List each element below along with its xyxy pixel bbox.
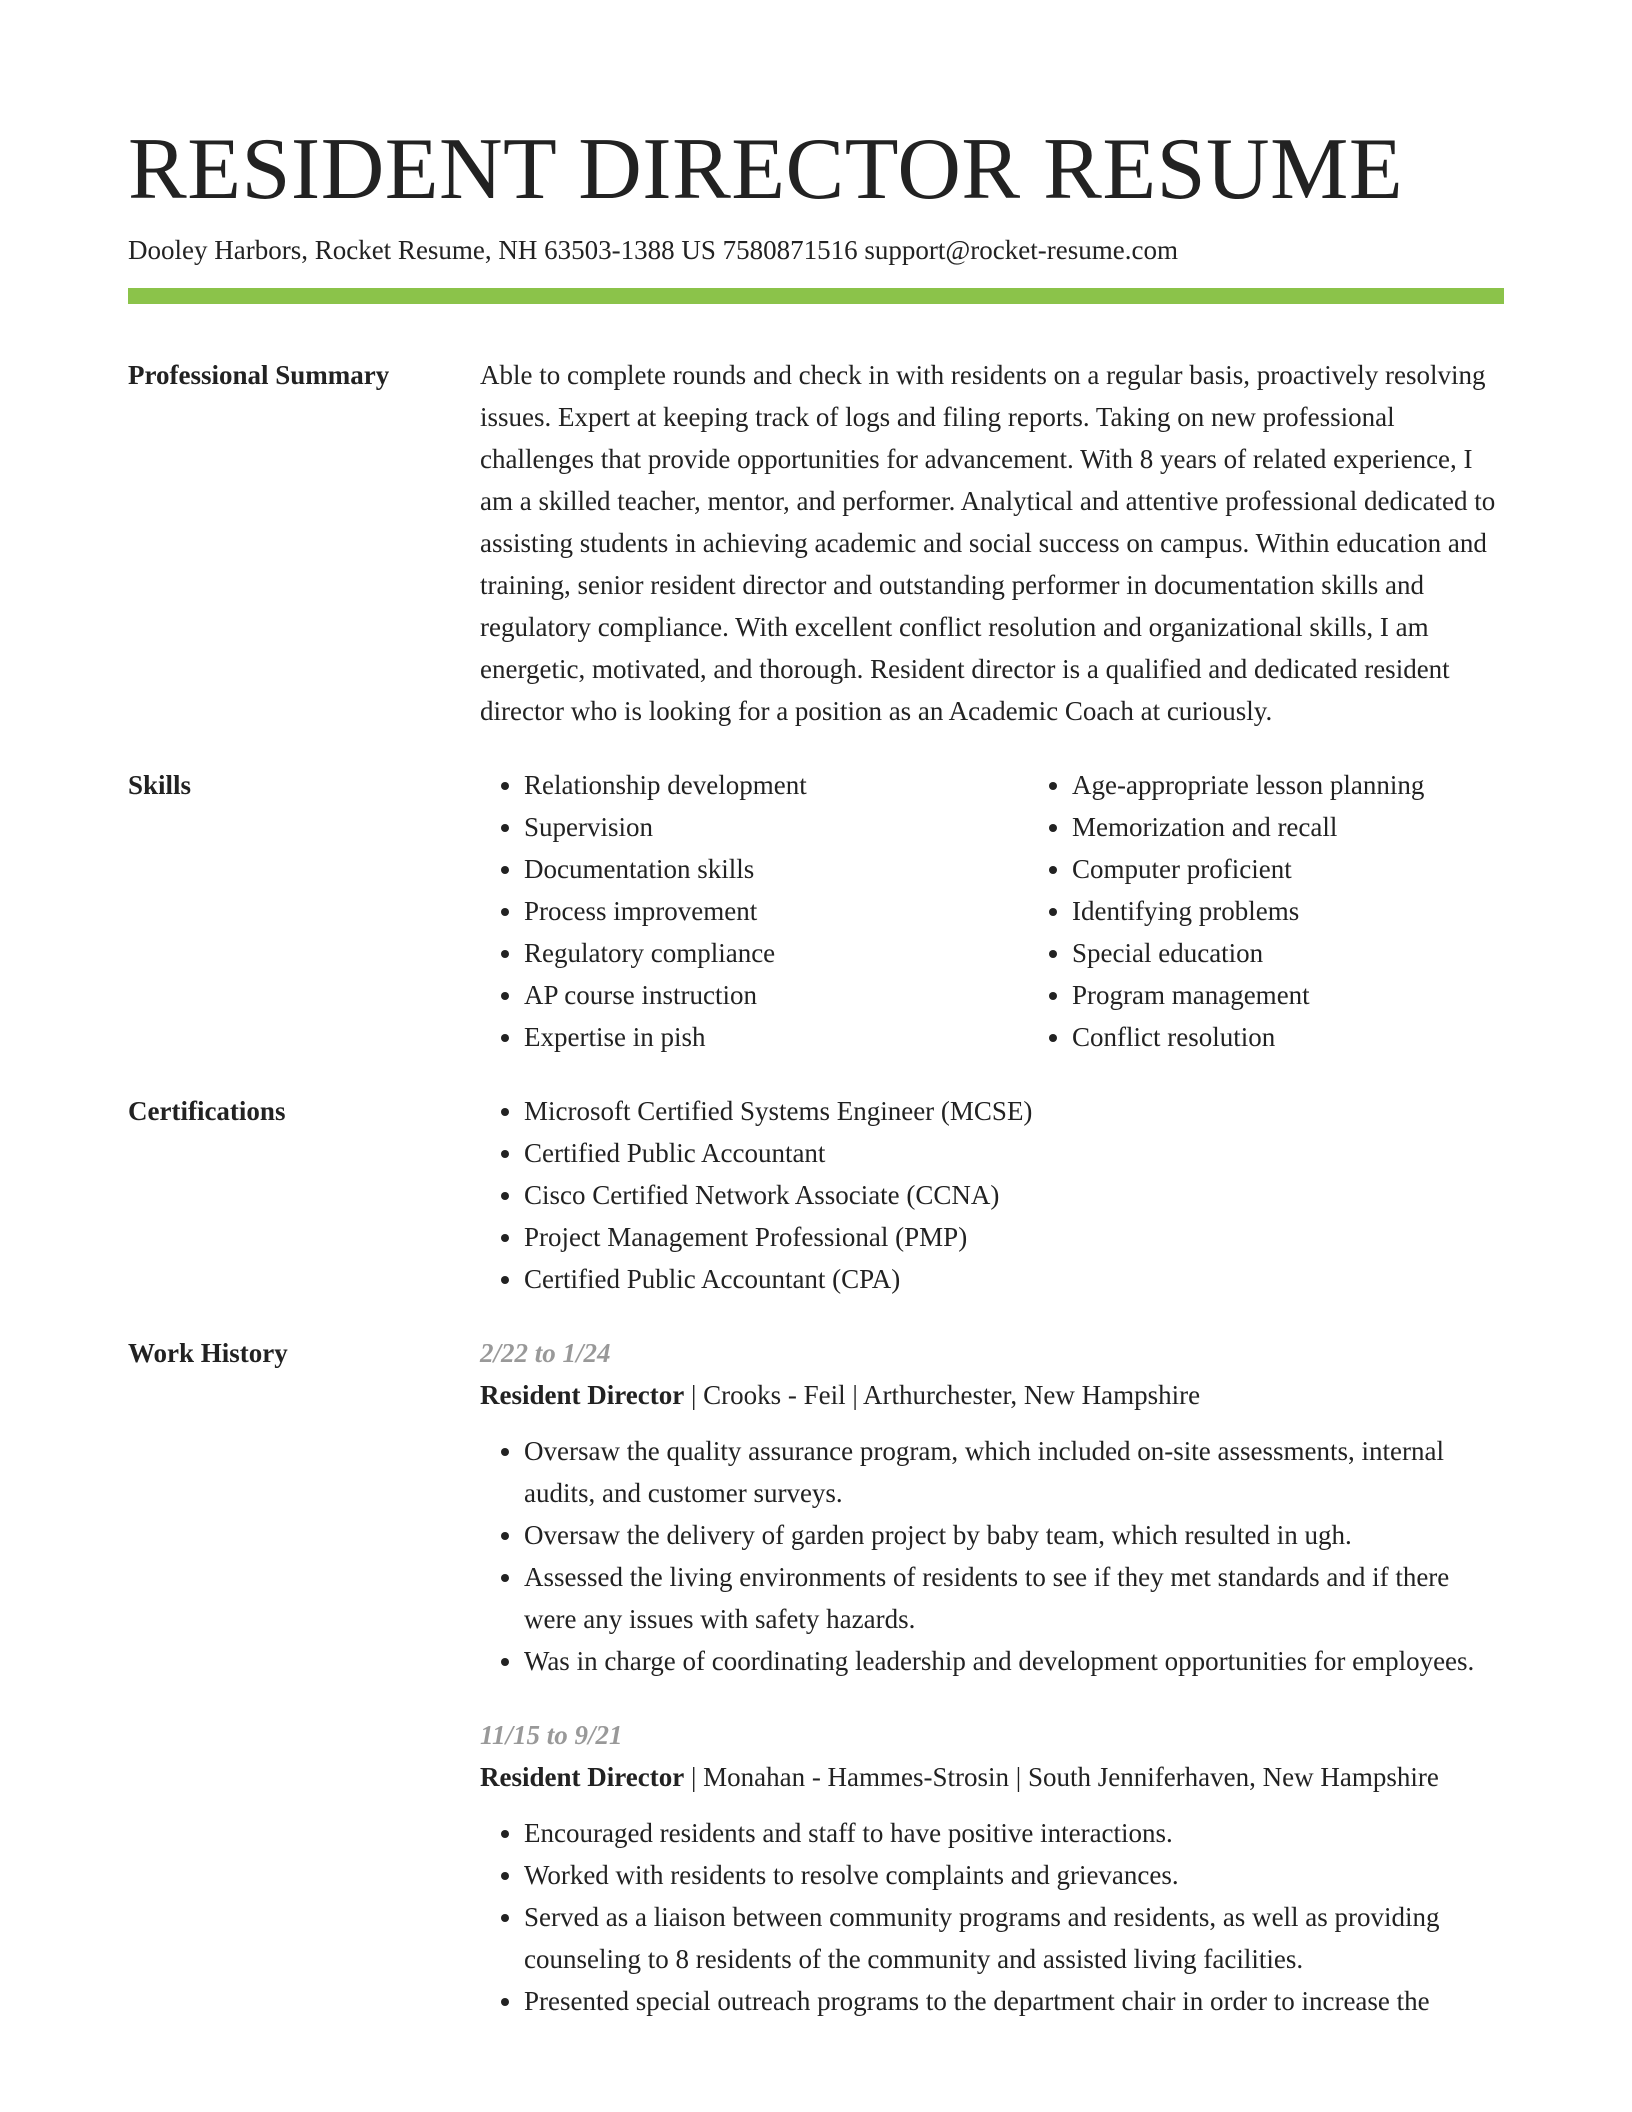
skills-section — [128, 764, 1504, 1058]
skills-list-left — [480, 764, 1028, 1058]
resume-page — [128, 120, 1504, 2022]
job-dates: 2/22 to 1/24 — [480, 1338, 611, 1368]
certifications-heading: Certifications — [128, 1096, 286, 1126]
job-employer-location: | Monahan - Hammes-Strosin | South Jenniferhaven, New Hampshire — [684, 1762, 1439, 1792]
job-bullet: • Served as a liaison between community programs and residents, as well as providing counseling to 8 residents of the community and assisted living facilities. — [524, 1896, 1504, 1980]
certifications-list — [480, 1090, 1504, 1300]
job-entry — [480, 1332, 1504, 1682]
skill-item: • Identifying problems — [1072, 890, 1576, 932]
skills-columns — [480, 764, 1576, 1058]
job-bullet: • Was in charge of coordinating leadership and development opportunities for employees. — [524, 1640, 1504, 1682]
job-bullet: • Oversaw the delivery of garden project by baby team, which resulted in ugh. — [524, 1514, 1504, 1556]
skill-item: • Special education — [1072, 932, 1576, 974]
job-entry — [480, 1714, 1504, 2022]
job-bullets — [480, 1430, 1504, 1682]
work-history-heading: Work History — [128, 1338, 288, 1368]
job-bullet: • Oversaw the quality assurance program, which included on-site assessments, internal audits, and customer surveys. — [524, 1430, 1504, 1514]
summary-text: Able to complete rounds and check in with residents on a regular basis, proactively resolving issues. Expert at keeping track of logs and filing reports. Taking on new professional challenges that provide opportunities for advancement. With 8 years of related experience, I am a skilled teacher, mentor, and performer. Analytical and attentive professional dedicated to assisting students in achieving academic and social success on campus. Within education and training, senior resident director and outstanding performer in documentation skills and regulatory compliance. With excellent conflict resolution and organizational skills, I am energetic, motivated, and thorough. Resident director is a qualified and dedicated resident director who is looking for a position as an Academic Coach at curiously. — [480, 360, 1496, 726]
header-divider — [128, 288, 1504, 304]
skills-list-right — [1028, 764, 1576, 1058]
job-heading — [480, 1374, 1504, 1416]
job-bullet: • Assessed the living environments of residents to see if they met standards and if there were any issues with safety hazards. — [524, 1556, 1504, 1640]
certification-item: • Certified Public Accountant — [524, 1132, 1504, 1174]
certifications-body — [480, 1090, 1504, 1300]
skill-item: • Age-appropriate lesson planning — [1072, 764, 1576, 806]
skill-item: • Relationship development — [524, 764, 1028, 806]
job-dates: 11/15 to 9/21 — [480, 1720, 623, 1750]
summary-section — [128, 354, 1504, 732]
skill-item: • Regulatory compliance — [524, 932, 1028, 974]
job-employer-location: | Crooks - Feil | Arthurchester, New Hampshire — [684, 1380, 1201, 1410]
skill-item: • Process improvement — [524, 890, 1028, 932]
skill-item: • Memorization and recall — [1072, 806, 1576, 848]
skill-item: • Conflict resolution — [1072, 1016, 1576, 1058]
job-bullets — [480, 1812, 1504, 2022]
job-heading — [480, 1756, 1504, 1798]
certification-item: • Microsoft Certified Systems Engineer (MCSE) — [524, 1090, 1504, 1132]
job-title: Resident Director — [480, 1762, 685, 1792]
skill-item: • Expertise in pish — [524, 1016, 1028, 1058]
certification-item: • Project Management Professional (PMP) — [524, 1216, 1504, 1258]
work-history-section — [128, 1332, 1504, 2022]
certifications-section — [128, 1090, 1504, 1300]
summary-heading: Professional Summary — [128, 360, 390, 390]
skill-item: • Documentation skills — [524, 848, 1028, 890]
skill-item: • Supervision — [524, 806, 1028, 848]
job-bullet: • Encouraged residents and staff to have positive interactions. — [524, 1812, 1504, 1854]
job-title: Resident Director — [480, 1380, 685, 1410]
certification-item: • Cisco Certified Network Associate (CCNA) — [524, 1174, 1504, 1216]
certification-item: • Certified Public Accountant (CPA) — [524, 1258, 1504, 1300]
job-bullet: • Presented special outreach programs to the department chair in order to increase the — [524, 1980, 1504, 2022]
skill-item: • Computer proficient — [1072, 848, 1576, 890]
skills-heading: Skills — [128, 770, 192, 800]
resume-title: RESIDENT DIRECTOR RESUME — [128, 121, 1404, 218]
contact-line: Dooley Harbors, Rocket Resume, NH 63503-1388 US 7580871516 support@rocket-resume.com — [128, 235, 1178, 265]
skill-item: • AP course instruction — [524, 974, 1028, 1016]
work-history-body — [480, 1332, 1504, 2022]
skill-item: • Program management — [1072, 974, 1576, 1016]
job-bullet: • Worked with residents to resolve complaints and grievances. — [524, 1854, 1504, 1896]
